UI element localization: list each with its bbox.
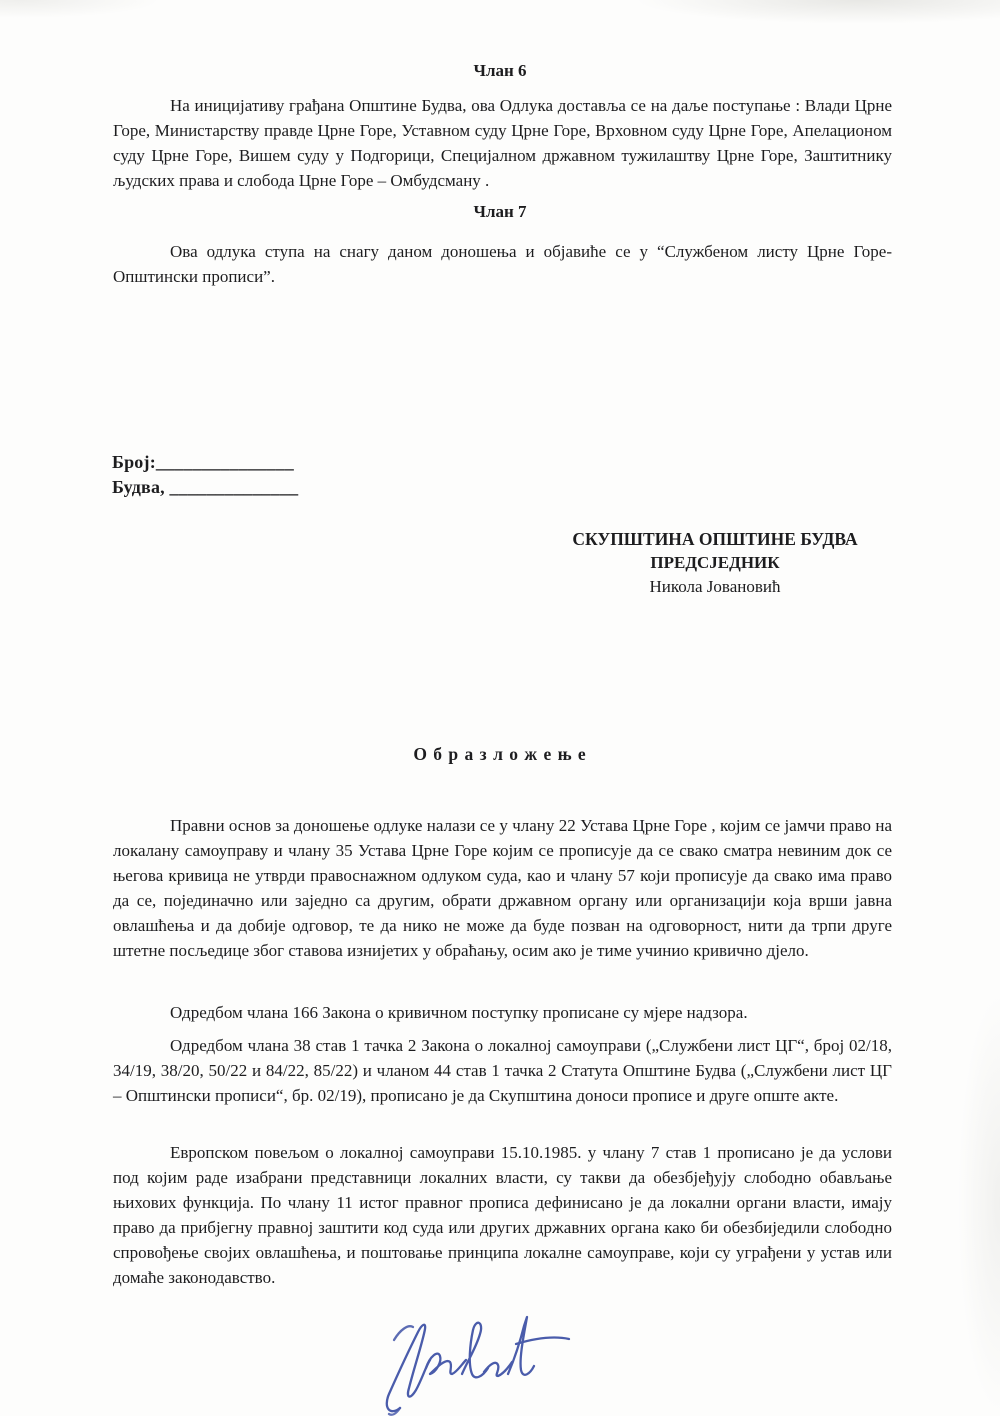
rationale-heading: О б р а з л о ж е њ е [413,744,587,764]
place-line: Будва, ______________ [112,477,299,497]
official-signature-block [560,527,870,599]
assembly-name: СКУПШТИНА ОПШТИНЕ БУДВА [572,529,858,549]
rationale-paragraph-3: Одредбом члана 38 став 1 тачка 2 Закона о локалној самоуправи („Службени лист ЦГ“, број 02/18, 34/19, 38/20, 50/22 и 84/22, 85/22) и чланом 44 став 1 тачка 2 Статута Општине Будва („Службени лист ЦГ – Општински прописи“, бр. 02/19), прописано је да Скупштина доноси прописе и друге опште акте. [113,1036,892,1105]
rationale-paragraph-1: Правни основ за доношење одлуке налази се у члану 22 Устава Црне Горе , којим се јамчи право на локалану самоуправу и члану 35 Устава Црне Горе којим се прописује да се свако сматра невиним док се његова кривица не утврди правоснажном одлуком суда, као и члану 57 који прописује да свако има право да се, појединачно или заједно са другим, обрати државном органу или организацији која врши јавна овлашћења и да добије одговор, те да нико не може да буде позван на одговорност, нити да трпи друге штетне посљедице због ставова изнијетих у обраћању, осим ако је тиме учинио кривично дјело. [113,816,892,960]
rationale-paragraph-2: Одредбом члана 166 Закона о кривичном поступку прописане су мјере надзора. [170,1003,748,1022]
article-7-heading: Члан 7 [473,202,527,221]
article-6-paragraph: На иницијативу грађана Општине Будва, ова Одлука доставља се на даље поступање : Влади Црне Горе, Министарству правде Црне Горе, Уставном суду Црне Горе, Врховном суду Црне Горе, Апелационом суду Црне Горе, Вишем суду у Подгорици, Специјалном државном тужилаштву Црне Горе, Заштитнику људских права и слобода Црне Горе – Омбудсману . [113,96,892,190]
article-6-heading: Члан 6 [473,61,527,80]
article-7-paragraph: Ова одлука ступа на снагу даном доношења и објавиће се у “Службеном листу Црне Горе-Општински прописи”. [113,242,892,286]
rationale-paragraph-4: Европском повељом о локалној самоуправи 15.10.1985. у члану 7 став 1 прописано је да услови под којим раде изабрани представници локалних власти, су такви да обезбјеђују слободно обављање њихових функција. По члану 11 истог правног прописа дефинисано је да локални органи власти, имају право да прибјегну правној заштити код суда или других државних органа како би обезбиједили слободно спровођење својих овлашћења, и поштовање принципа локалне самоуправе, који су уграђени у устав или домаће законодавство. [113,1143,892,1287]
number-line: Број:_______________ [112,452,294,472]
president-name: Никола Јовановић [649,577,781,596]
handwritten-signature-icon [356,1310,574,1416]
signature-ink [356,1310,574,1416]
number-place-block [112,450,298,500]
president-title: ПРЕДСЈЕДНИК [650,553,780,572]
